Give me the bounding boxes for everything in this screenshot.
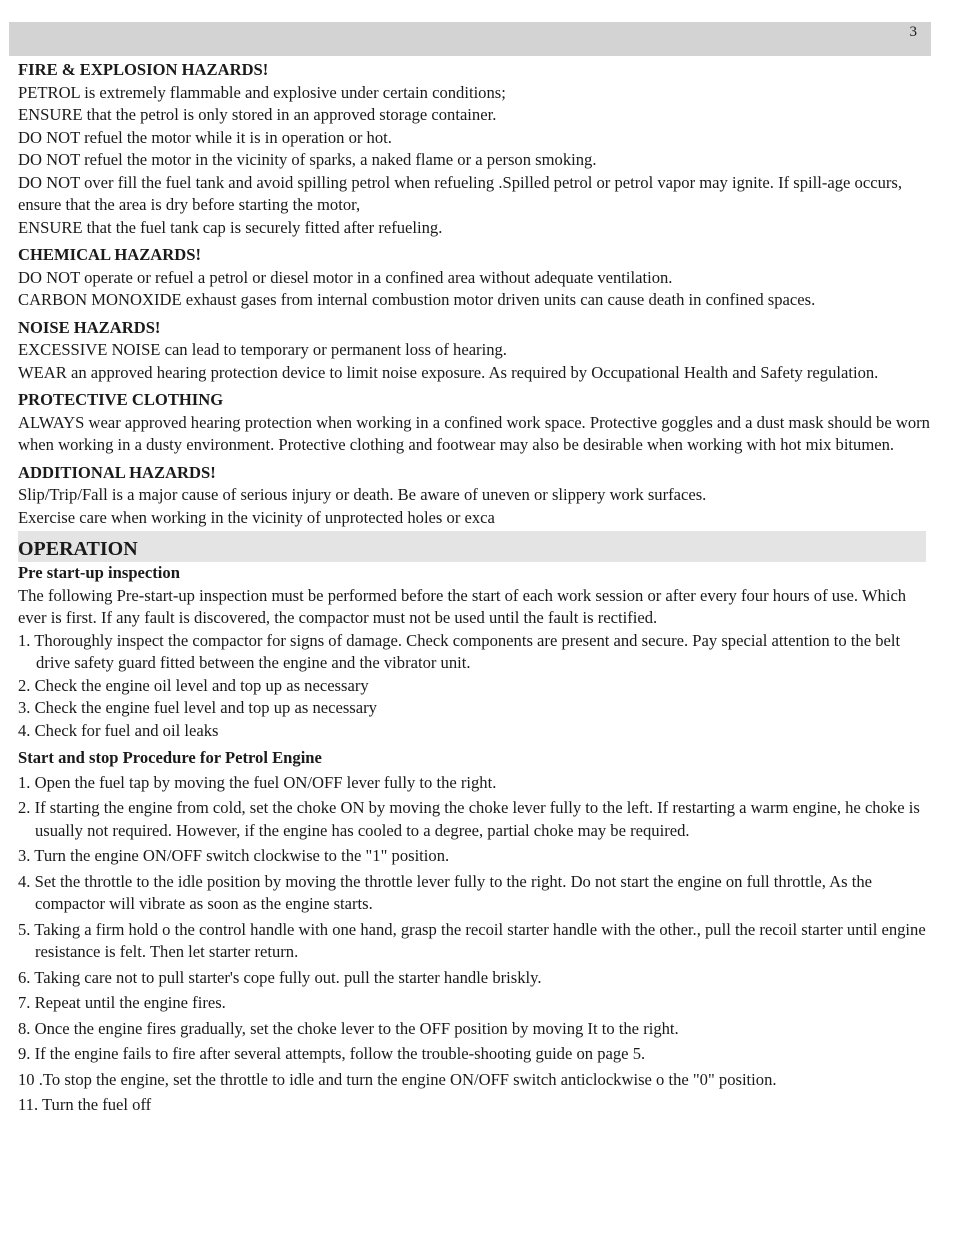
section-line: ENSURE that the fuel tank cap is securely fitted after refueling. [18,217,443,237]
protective-clothing-section [18,389,933,457]
list-item: 3. Turn the engine ON/OFF switch clockwise to the "1" position. [18,846,450,865]
section-line: DO NOT refuel the motor in the vicinity of sparks, a naked flame or a person smoking. [18,150,597,169]
list-item: 2. Check the engine oil level and top up as necessary [18,675,369,695]
list-item: 8. Once the engine fires gradually, set the choke lever to the OFF position by moving It to the right. [18,1018,679,1038]
list-item: 11. Turn the fuel off [18,1095,152,1114]
list-item: 1. Open the fuel tap by moving the fuel ON/OFF lever fully to the right. [18,772,497,792]
section-line: DO NOT refuel the motor while it is in operation or hot. [18,127,392,147]
page-content [18,59,933,1122]
prestart-intro: The following Pre-start-up inspection must be performed before the start of each work session or after every four hours of use. Which ever is first. If any fault is discovered, the compactor must not be used until the fault is rectified. [18,585,907,627]
procedure-section [18,747,933,1117]
noise-hazards-section [18,317,933,385]
section-line: Slip/Trip/Fall is a major cause of serious injury or death. Be aware of uneven or slippery work surfaces. [18,485,707,504]
list-item: 10 .To stop the engine, set the throttle to idle and turn the engine ON/OFF switch anticlockwise o the "0" position. [18,1069,777,1089]
list-item: 1. Thoroughly inspect the compactor for signs of damage. Check components are present and secure. Pay special attention to the belt drive safety guard fitted between the engine and the vibrator unit. [18,630,901,672]
list-item: 5. Taking a firm hold o the control handle with one hand, grasp the recoil starter handle with the other., pull the recoil starter until engine resistance is felt. Then let starter return. [18,919,926,961]
section-line: WEAR an approved hearing protection device to limit noise exposure. As required by Occupational Health and Safety regulation. [18,362,879,382]
prestart-section [18,562,933,742]
prestart-list [18,630,933,743]
procedure-heading: Start and stop Procedure for Petrol Engine [18,748,322,767]
procedure-steps [18,772,933,1117]
list-item: 2. If starting the engine from cold, set the choke ON by moving the choke lever fully to the left. If restarting a warm engine, he choke is usually not required. However, if the engine has cooled to a degree, partial choke may be required. [18,798,920,840]
chemical-hazards-section [18,244,933,312]
section-line: ENSURE that the petrol is only stored in an approved storage container. [18,105,497,124]
section-line: PETROL is extremely flammable and explosive under certain conditions; [18,82,506,102]
section-line: EXCESSIVE NOISE can lead to temporary or permanent loss of hearing. [18,340,507,359]
section-heading: CHEMICAL HAZARDS! [18,245,202,264]
list-item: 3. Check the engine fuel level and top up as necessary [18,698,377,717]
page-number: 3 [909,24,917,40]
fire-hazards-section [18,59,933,239]
additional-hazards-section [18,462,933,530]
section-line: CARBON MONOXIDE exhaust gases from internal combustion motor driven units can cause death in confined spaces. [18,290,816,309]
section-heading: PROTECTIVE CLOTHING [18,390,224,409]
list-item: 6. Taking care not to pull starter's cope fully out. pull the starter handle briskly. [18,967,542,987]
section-line: DO NOT operate or refuel a petrol or diesel motor in a confined area without adequate ventilation. [18,267,673,287]
section-heading: NOISE HAZARDS! [18,317,161,337]
section-heading: FIRE & EXPLOSION HAZARDS! [18,60,269,79]
list-item: 7. Repeat until the engine fires. [18,993,226,1012]
prestart-heading: Pre start-up inspection [18,563,180,582]
operation-title: OPERATION [18,531,926,562]
section-line: ALWAYS wear approved hearing protection when working in a confined work space. Protective goggles and a dust mask should be worn when working in a dusty environment. Protective clothing and footwear may also be desirable when working with hot mix bitumen. [18,412,930,454]
section-line: Exercise care when working in the vicinity of unprotected holes or exca [18,507,495,527]
list-item: 9. If the engine fails to fire after several attempts, follow the trouble-shooting guide on page 5. [18,1044,646,1063]
section-line: DO NOT over fill the fuel tank and avoid spilling petrol when refueling .Spilled petrol or petrol vapor may ignite. If spill-age occurs, ensure that the area is dry before starting the motor, [18,172,903,214]
list-item: 4. Check for fuel and oil leaks [18,720,219,740]
page-header-bar [9,22,931,56]
section-heading: ADDITIONAL HAZARDS! [18,462,216,482]
list-item: 4. Set the throttle to the idle position by moving the throttle lever fully to the right. Do not start the engine on full throttle, As the compactor will vibrate as soon as the engine starts. [18,871,872,913]
